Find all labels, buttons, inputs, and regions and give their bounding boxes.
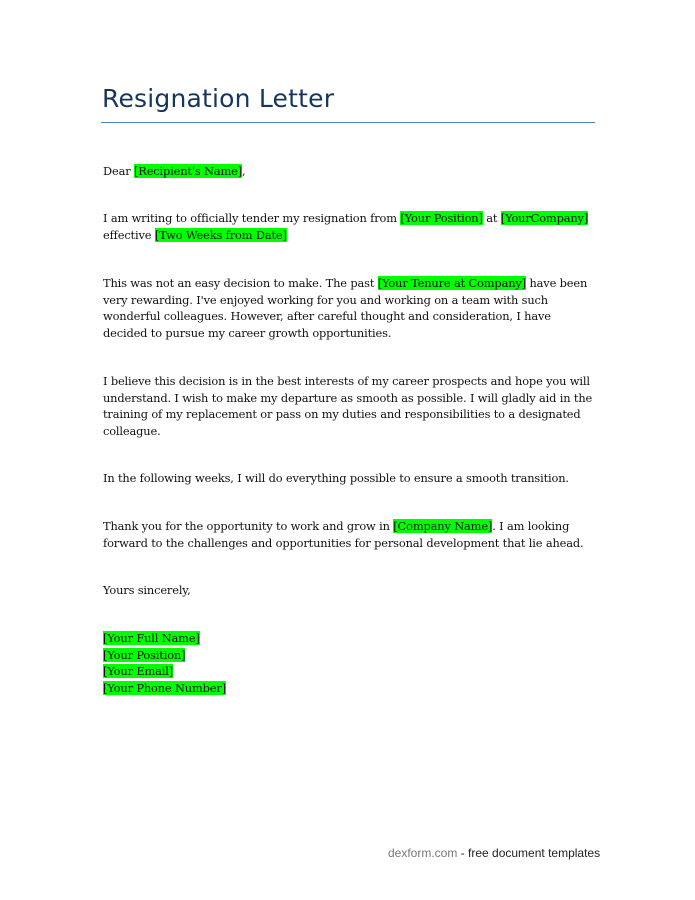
company-name-placeholder[interactable]: [Company Name] (393, 519, 493, 533)
salutation-suffix: , (242, 164, 246, 178)
footer-tagline: - free document templates (457, 846, 601, 860)
footer (388, 846, 600, 860)
paragraph-text: Thank you for the opportunity to work and grow in (103, 519, 394, 533)
salutation-prefix: Dear (103, 164, 134, 178)
signature-position-placeholder[interactable]: [Your Position] (103, 647, 186, 662)
paragraph-resignation-notice (103, 210, 595, 243)
salutation (103, 163, 595, 180)
email-placeholder[interactable]: [Your Email] (103, 664, 174, 679)
paragraph-text: effective (103, 227, 155, 242)
page-title: Resignation Letter (102, 84, 335, 113)
paragraph-thank-you (103, 518, 595, 551)
tenure-placeholder[interactable]: [Your Tenure at Company] (377, 276, 526, 290)
full-name-placeholder[interactable]: [Your Full Name] (103, 631, 200, 645)
your-position-placeholder[interactable]: [Your Position] (400, 211, 483, 225)
two-weeks-date-placeholder[interactable]: [Two Weeks from Date] (154, 227, 287, 242)
footer-brand-link[interactable]: dexform.com (388, 846, 458, 860)
recipient-name-placeholder[interactable]: [Recipient's Name] (133, 164, 242, 178)
paragraph-text: This was not an easy decision to make. The past (103, 276, 378, 290)
paragraph-text: I am writing to officially tender my resignation from (103, 211, 401, 225)
paragraph-text: have been very rewarding. I've enjoyed working for you and working on a team with such wonderful colleagues. However, after careful thought and consideration, I have decided to pursue my career growth opportunities. (103, 276, 588, 340)
paragraph-text: at (482, 211, 501, 225)
paragraph-decision (103, 275, 595, 341)
title-divider (101, 122, 595, 123)
signature-block (103, 630, 595, 696)
closing: Yours sincerely, (103, 583, 191, 597)
paragraph-text: . I am looking forward to the challenges and opportunities for personal development that lie ahead. (103, 519, 584, 550)
phone-number-placeholder[interactable]: [Your Phone Number] (103, 680, 226, 695)
your-company-placeholder[interactable]: [YourCompany] (500, 211, 589, 225)
paragraph-smooth-transition: In the following weeks, I will do everything possible to ensure a smooth transition. (103, 471, 569, 485)
paragraph-transition-help: I believe this decision is in the best interests of my career prospects and hope you will understand. I wish to make my departure as smooth as possible. I will gladly aid in the training of my replacement or pass on my duties and responsibilities to a designated colleague. (103, 374, 593, 438)
